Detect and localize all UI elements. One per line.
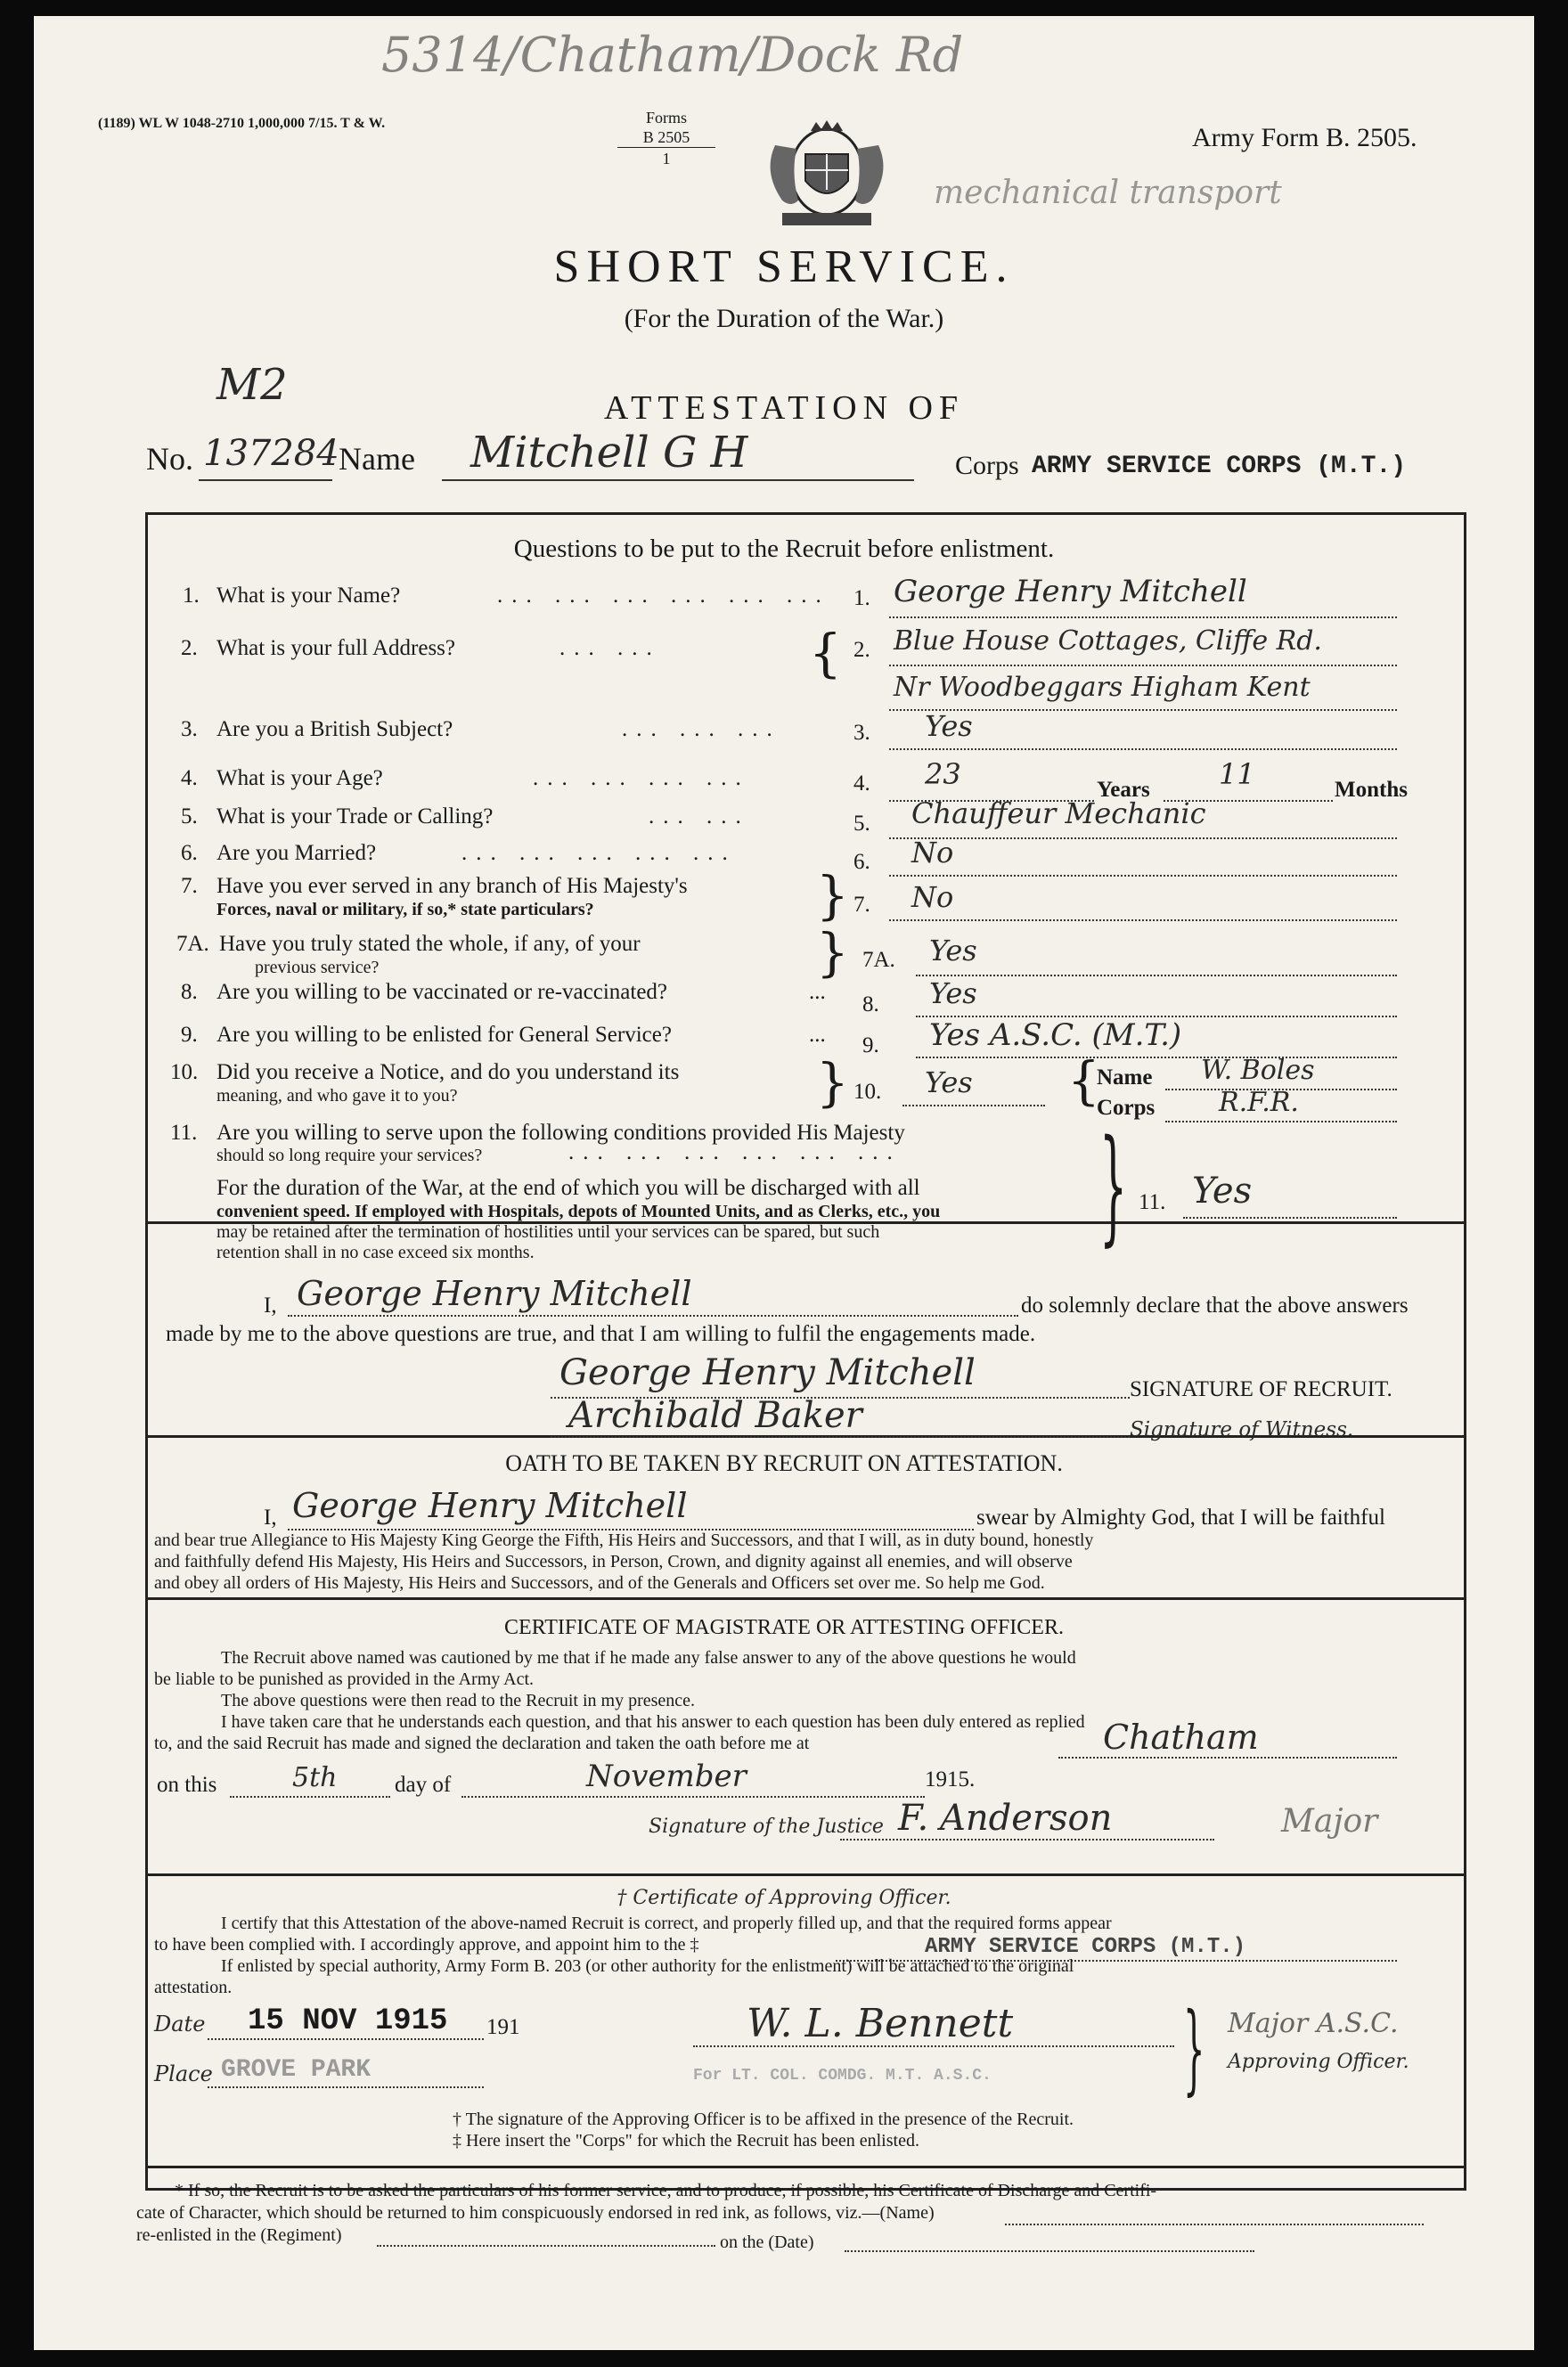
approving-note-1: † The signature of the Approving Officer is to be affixed in the presence of the Recruit. (453, 2110, 1074, 2129)
condition-line-1: For the duration of the War, at the end of which you will be discharged with all (216, 1176, 920, 1200)
army-form-number: Army Form B. 2505. (1192, 123, 1417, 152)
q2-text: What is your full Address? (216, 636, 456, 660)
forms-number: B 2505 (617, 128, 715, 148)
q7-text: Have you ever served in any branch of His Majesty's (216, 874, 688, 898)
date-stamp: 15 NOV 1915 (248, 2004, 448, 2038)
answer-5: Chauffeur Mechanic (911, 796, 1206, 830)
handwritten-mechanical-transport: mechanical transport (934, 175, 1282, 211)
condition-line-3: may be retained after the termination of hostilities until your services can be spared, but such (216, 1222, 880, 1242)
date-label: Date (154, 2012, 206, 2036)
answer-2-line1: Blue House Cottages, Cliffe Rd. (894, 625, 1322, 657)
certificate-p1: The Recruit above named was cautioned by me that if he made any false answer to any of the above questions he would (221, 1648, 1076, 1668)
notice-corps: R.F.R. (1219, 1087, 1299, 1118)
day-of-label: day of (395, 1773, 452, 1797)
approving-p2: If enlisted by special authority, Army Form B. 203 (or other authority for the enlistment) will be attached to the original (221, 1956, 1074, 1976)
q6-num: 6. (181, 841, 198, 865)
condition-line-2: convenient speed. If employed with Hospitals, depots of Mounted Units, and as Clerks, etc., you (216, 1202, 941, 1221)
footer-line-2: cate of Character, which should be returned to him conspicuously endorsed in red ink, as follows, viz.—(Name) (136, 2203, 935, 2223)
oath-name: George Henry Mitchell (292, 1486, 688, 1525)
q3-text: Are you a British Subject? (216, 717, 453, 741)
answer-7: No (911, 880, 954, 914)
notice-name: W. Boles (1201, 1055, 1315, 1086)
a4-num: 4. (853, 771, 870, 796)
q2-num: 2. (181, 636, 198, 660)
officer-stamp: For LT. COL. COMDG. M.T. A.S.C. (693, 2067, 992, 2085)
condition-line-4: retention shall in no case exceed six months. (216, 1243, 535, 1262)
certificate-p2: The above questions were then read to the Recruit in my presence. (221, 1691, 696, 1710)
answer-8: Yes (929, 976, 977, 1010)
a9-num: 9. (862, 1033, 879, 1057)
certificate-p1b: be liable to be punished as provided in the Army Act. (154, 1669, 535, 1689)
questions-heading: Questions to be put to the Recruit before enlistment. (513, 535, 1055, 563)
certificate-heading: CERTIFICATE OF MAGISTRATE OR ATTESTING OFFICER. (504, 1616, 1064, 1639)
a3-num: 3. (853, 721, 870, 745)
oath-text-4: and obey all orders of His Majesty, His Heirs and Successors, and of the Generals and Officers set over me. So help me God. (154, 1573, 1045, 1593)
witness-signature: Archibald Baker (568, 1395, 862, 1436)
a1-num: 1. (853, 586, 870, 610)
page-title: SHORT SERVICE. (553, 241, 1015, 292)
q10-num: 10. (170, 1060, 199, 1084)
months-label: Months (1335, 778, 1408, 802)
approving-rank: Major A.S.C. (1228, 2008, 1399, 2039)
approving-corps-stamp: ARMY SERVICE CORPS (M.T.) (925, 1935, 1246, 1959)
oath-text-3: and faithfully defend His Majesty, His Heirs and Successors, in Person, Crown, and dignity against all enemies, and will observe (154, 1552, 1073, 1571)
q7-text-line2: Forces, naval or military, if so,* state particulars? (216, 900, 594, 919)
justice-signature: F. Anderson (898, 1798, 1113, 1839)
recruit-signature: George Henry Mitchell (559, 1352, 976, 1393)
notice-name-label: Name (1097, 1065, 1153, 1090)
q11-num: 11. (170, 1121, 198, 1145)
q9-num: 9. (181, 1023, 198, 1047)
q4-num: 4. (181, 766, 198, 790)
print-code: (1189) WL W 1048-2710 1,000,000 7/15. T & W. (98, 116, 386, 131)
a11-num: 11. (1139, 1190, 1166, 1214)
q8-text: Are you willing to be vaccinated or re-vaccinated? (216, 980, 668, 1004)
certificate-month: November (586, 1759, 747, 1794)
justice-rank: Major (1281, 1803, 1378, 1840)
q8-num: 8. (181, 980, 198, 1004)
name-label: Name (339, 441, 415, 477)
place-stamp: GROVE PARK (221, 2056, 372, 2084)
oath-heading: OATH TO BE TAKEN BY RECRUIT ON ATTESTATION. (505, 1450, 1063, 1476)
q3-num: 3. (181, 717, 198, 741)
answer-3: Yes (925, 709, 973, 743)
approving-p1b: to have been complied with. I accordingly approve, and appoint him to the ‡ (154, 1935, 699, 1955)
q1-leader: ... ... ... ... ... ... (497, 584, 830, 608)
q10-text: Did you receive a Notice, and do you understand its (216, 1060, 680, 1084)
approving-p1: I certify that this Attestation of the above-named Recruit is correct, and properly filled up, and that the required forms appear (221, 1914, 1112, 1933)
answer-4-years: 23 (925, 757, 961, 791)
certificate-day: 5th (292, 1762, 338, 1793)
q1-text: What is your Name? (216, 584, 401, 608)
approving-p2b: attestation. (154, 1978, 233, 1997)
oath-i: I, (264, 1506, 277, 1530)
a2-num: 2. (853, 638, 870, 662)
oath-text-2: and bear true Allegiance to His Majesty King George the Fifth, His Heirs and Successors, and that I will, as in duty bound, honestly (154, 1530, 1094, 1550)
q11-text: Are you willing to serve upon the following conditions provided His Majesty (216, 1121, 905, 1145)
certificate-p3: I have taken care that he understands each question, and that his answer to each question has been duly entered as replied (221, 1712, 1085, 1732)
a7a-num: 7A. (862, 948, 895, 972)
answer-9: Yes A.S.C. (M.T.) (929, 1017, 1182, 1053)
answer-1: George Henry Mitchell (894, 574, 1247, 609)
no-label: No. (146, 441, 193, 477)
royal-coat-of-arms-icon (755, 118, 898, 234)
regimental-number: 137284 (203, 433, 339, 474)
forms-label: Forms (645, 109, 687, 127)
declaration-name: George Henry Mitchell (297, 1274, 692, 1313)
q9-text: Are you willing to be enlisted for General Service? (216, 1023, 672, 1047)
a8-num: 8. (862, 992, 879, 1016)
answer-11: Yes (1192, 1171, 1253, 1212)
q1-num: 1. (183, 584, 200, 608)
place-label: Place (154, 2061, 213, 2086)
corps-stamp: ARMY SERVICE CORPS (M.T.) (1032, 453, 1407, 480)
q5-num: 5. (181, 804, 198, 828)
q11-text-line2: should so long require your services? (216, 1146, 483, 1165)
date-suffix: 191 (486, 2015, 520, 2039)
recruit-signature-label: SIGNATURE OF RECRUIT. (1130, 1377, 1392, 1401)
footer-line-3: re-enlisted in the (Regiment) (136, 2225, 342, 2245)
certificate-p3b: to, and the said Recruit has made and signed the declaration and taken the oath before me at (154, 1734, 810, 1753)
answer-6: No (911, 836, 954, 869)
a7-num: 7. (853, 893, 870, 917)
footer-line-3b: on the (Date) (720, 2232, 814, 2252)
q7a-text: Have you truly stated the whole, if any, of your (219, 932, 641, 956)
declaration-text-2: made by me to the above questions are true, and that I am willing to fulfil the engagements made. (166, 1322, 1036, 1346)
certificate-year: 1915. (925, 1767, 976, 1792)
approving-officer-label: Approving Officer. (1228, 2051, 1409, 2073)
answer-7a: Yes (929, 934, 977, 967)
q7a-text-line2: previous service? (255, 958, 380, 977)
corps-label: Corps (955, 451, 1019, 480)
handwritten-m2: M2 (216, 360, 288, 410)
certificate-place: Chatham (1103, 1718, 1259, 1757)
recruit-name: Mitchell G H (470, 428, 748, 477)
a6-num: 6. (853, 850, 870, 874)
q5-text: What is your Trade or Calling? (216, 804, 494, 828)
oath-text-1: swear by Almighty God, that I will be faithful (976, 1506, 1385, 1530)
q4-text: What is your Age? (216, 766, 383, 790)
forms-sub: 1 (662, 150, 671, 167)
declaration-i: I, (264, 1294, 277, 1318)
notice-corps-label: Corps (1097, 1096, 1156, 1120)
answer-4-months: 11 (1219, 757, 1255, 791)
handwritten-dock-reference: 5314/Chatham/Dock Rd (381, 27, 964, 83)
page-subtitle: (For the Duration of the War.) (624, 304, 944, 333)
attestation-heading: ATTESTATION OF (603, 389, 965, 427)
q7a-num: 7A. (176, 932, 209, 956)
q7-num: 7. (181, 874, 198, 898)
answer-10: Yes (925, 1065, 973, 1099)
approving-signature: W. L. Bennett (747, 2001, 1014, 2046)
footer-line-1: * If so, the Recruit is to be asked the particulars of his former service, and to produce, if possible, his Certificate of Discharge and Certifi- (175, 2181, 1157, 2200)
q10-text-line2: meaning, and who gave it to you? (216, 1086, 458, 1106)
approving-heading: † Certificate of Approving Officer. (617, 1887, 951, 1909)
years-label: Years (1097, 778, 1150, 802)
declaration-text-1: do solemnly declare that the above answers (1021, 1294, 1409, 1318)
attestation-form: 5314/Chatham/Dock Rd (1189) WL W 1048-2710 1,000,000 7/15. T & W. Forms B 2505 1 Army Form B. 2505. mechanical transport SHORT SERVICE. (For the Duration of the War.) M2 ATTESTATION OF No. 137284 Name Mitchell G H Corps ARMY SERVICE CORPS (M.T.) Questions to be put to the Recruit before enlistment. 1. What is your Name? ... ... ... ... ... ... 1. George Henry Mitchell 2. What is your full Address? ... ... { 2. Blue House Cottages, Cliffe Rd. Nr Woodbeggars Higham Kent 3. Are you a British Subject? ... ... ... 3. Yes 4. What is your Age? ... ... ... ... 4. 23 Years 11 Months 5. What is your Trade or Calling? ... ... 5. Chauffeur Mechanic 6. Are you Married? ... ... ... ... ... 6. No 7. Have you ever served in any branch of His Majesty's Forces, naval or military, if so,* state particulars? } 7. No 7A. Have you truly stated the whole, if any, of your previous service? } 7A. Yes 8. Are you willing to be vaccinated or re-vaccinated? ... 8. Yes 9. Are you willing to be enlisted for General Service? ... 9. Yes A.S.C. (M.T.) 10. Did you receive a Notice, and do you understand its meaning, and who gave it to you? } 10. Yes { Name W. Boles Corps R.F.R. 11. Are you willing to serve upon the following conditions provided His Majesty should so long require your services? ... ... ... ... ... ... } For the duration of the War, at the end of which you will be discharged with all convenient speed. If employed with Hospitals, depots of Mounted Units, and as Clerks, etc., you may be retained after the termination of hostilities until your services can be spared, but such retention shall in no case exceed six months. 11. Yes I, George Henry Mitchell do solemnly declare that the above answers made by me to the above questions are true, and that I am willing to fulfil the engagements made. George Henry Mitchell SIGNATURE OF RECRUIT. Archibald Baker Signature of Witness. OATH TO BE TAKEN BY RECRUIT ON ATTESTATION. I, George Henry Mitchell swear by Almighty God, that I will be faithful and bear true Allegiance to His Majesty King George the Fifth, His Heirs and Successors, and that I will, as in duty bound, honestly and faithfully defend His Majesty, His Heirs and Successors, in Person, Crown, and dignity against all enemies, and will observe and obey all orders of His Majesty, His Heirs and Successors, and of the Generals and Officers set over me. So help me God. CERTIFICATE OF MAGISTRATE OR ATTESTING OFFICER. The Recruit above named was cautioned by me that if he made any false answer to any of the above questions he would be liable to be punished as provided in the Army Act. The above questions were then read to the Recruit in my presence. I have taken care that he understands each question, and that his answer to each question has been duly entered as replied to, and the said Recruit has made and signed the declaration and taken the oath before me at Chatham on this 5th day of November 1915. Signature of the Justice F. Anderson Major † Certificate of Approving Officer. I certify that this Attestation of the above-named Recruit is correct, and properly filled up, and that the required forms appear to have been complied with. I accordingly approve, and appoint him to the ‡ ARMY SERVICE CORPS (M.T.) If enlisted by special authority, Army Form B. 203 (or other authority for the enlistment) will be attached to the original attestation. Date 15 NOV 1915 191 W. L. Bennett } Major A.S.C. Approving Officer. Place GROVE PARK For LT. COL. COMDG. M.T. A.S.C. † The signature of the Approving Officer is to be affixed in the presence of the Recruit. ‡ Here insert the "Corps" for which the Recruit has been enlisted. * If so, the Recruit is to be asked the particulars of his former service, and to produce, if possible, his Certificate of Discharge and Certifi- cate of Character, which should be returned to him conspicuously endorsed in red ink, as follows, viz.—(Name) re-enlisted in the (Regiment) on the (Date) (34, 16, 1534, 2350)
q6-text: Are you Married? (216, 841, 377, 865)
a5-num: 5. (853, 812, 870, 836)
justice-label: Signature of the Justice (649, 1816, 884, 1838)
approving-note-2: ‡ Here insert the "Corps" for which the Recruit has been enlisted. (453, 2131, 919, 2151)
witness-signature-label: Signature of Witness. (1130, 1418, 1354, 1441)
on-this-label: on this (157, 1773, 217, 1797)
a10-num: 10. (853, 1080, 882, 1104)
answer-2-line2: Nr Woodbeggars Higham Kent (894, 672, 1311, 703)
